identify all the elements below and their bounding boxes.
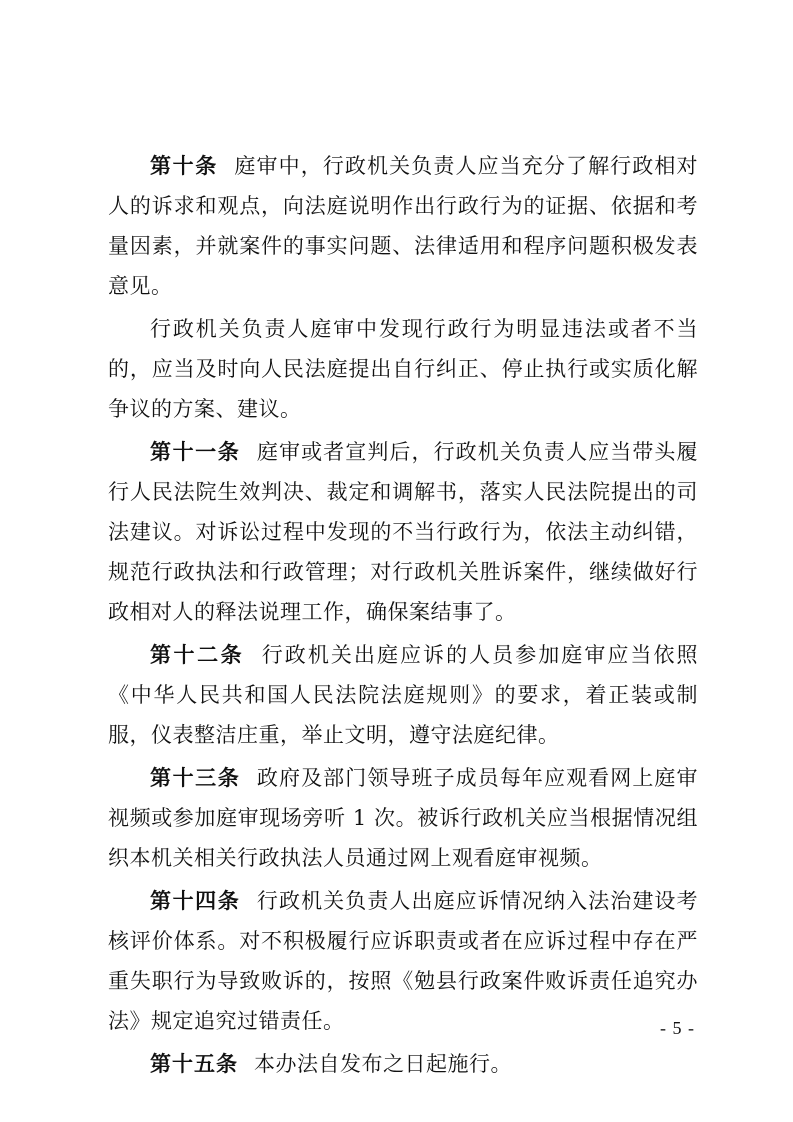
article-text: 庭审中，行政机关负责人应当充分了解行政相对人的诉求和观点，向法庭说明作出行政行为的证据、依据和考量因素，并就案件的事实问题、法律适用和程序问题积极发表意见。: [108, 154, 698, 298]
article-10-paragraph-1: [108, 146, 698, 306]
document-body: [108, 146, 698, 1084]
article-heading: 第十条: [150, 154, 218, 178]
article-text: 行政机关负责人出庭应诉情况纳入法治建设考核评价体系。对不积极履行应诉职责或者在应诉过程中存在严重失职行为导致败诉的，按照《勉县行政案件败诉责任追究办法》规定追究过错责任。: [108, 889, 699, 1033]
article-heading: 第十三条: [150, 766, 241, 790]
article-text: 政府及部门领导班子成员每年应观看网上庭审视频或参加庭审现场旁听 1 次。被诉行政机关应当根据情况组织本机关相关行政执法人员通过网上观看庭审视频。: [108, 766, 699, 870]
article-11-paragraph: [108, 432, 698, 632]
article-15-paragraph: [108, 1044, 698, 1084]
article-13-paragraph: [108, 758, 698, 878]
article-heading: 第十四条: [150, 889, 241, 913]
article-12-paragraph: [108, 635, 698, 755]
article-text: 行政机关出庭应诉的人员参加庭审应当依照《中华人民共和国人民法院法庭规则》的要求，着正装或制服，仪表整洁庄重，举止文明，遵守法庭纪律。: [108, 643, 699, 747]
article-heading: 第十一条: [150, 440, 241, 464]
article-text: 庭审或者宣判后，行政机关负责人应当带头履行人民法院生效判决、裁定和调解书，落实人民法院提出的司法建议。对诉讼过程中发现的不当行政行为，依法主动纠错，规范行政执法和行政管理；对行政机关胜诉案件，继续做好行政相对人的释法说理工作，确保案结事了。: [108, 440, 699, 624]
article-14-paragraph: [108, 881, 698, 1041]
article-text: 本办法自发布之日起施行。: [254, 1052, 512, 1076]
article-10-paragraph-2: 行政机关负责人庭审中发现行政行为明显违法或者不当的，应当及时向人民法庭提出自行纠正、停止执行或实质化解争议的方案、建议。: [108, 317, 698, 421]
article-heading: 第十五条: [150, 1052, 238, 1076]
page-number: - 5 -: [660, 1018, 695, 1038]
article-heading: 第十二条: [150, 643, 245, 667]
